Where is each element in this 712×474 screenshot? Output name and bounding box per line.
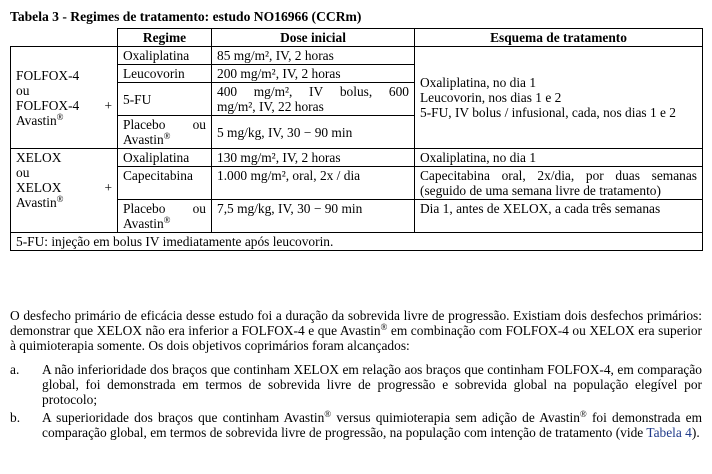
regime-cell: Capecitabina [118, 167, 212, 200]
list-marker: b. [10, 410, 21, 425]
arm-folfox-line: ou [16, 82, 30, 98]
dose-line: mg/m², IV, 22 horas [217, 99, 324, 114]
regime-cell: Oxaliplatina [118, 47, 212, 65]
dose-cell [212, 83, 415, 116]
header-blank-cell [11, 29, 118, 47]
list-item [10, 362, 702, 407]
table-footnote-row [11, 233, 703, 251]
table-header-row [11, 29, 703, 47]
arm-xelox-line: XELOX [16, 150, 62, 165]
body-paragraph: O desfecho primário de eficácia desse estudo foi a duração da sobrevida livre de progressão. Existiam dois desfechos primários: demonstrar que XELOX não era inferior a FOLFOX-4 e que Avastin® em combinação com FOLFOX-4 ou XELOX era superior à quimioterapia somente. Os dois objetivos coprimários foram alcançados: [10, 308, 702, 353]
header-regime: Regime [118, 29, 212, 47]
arm-xelox-line: Avastin® [16, 194, 64, 210]
regime-cell: 5-FU [118, 83, 212, 116]
esquema-cell: Dia 1, antes de XELOX, a cada três semanas [415, 200, 703, 233]
esquema-line: 5-FU, IV bolus / infusional, cada, nos dias 1 e 2 [420, 105, 677, 120]
dose-cell: 85 mg/m², IV, 2 horas [212, 47, 415, 65]
regime-cell: Oxaliplatina [118, 149, 212, 167]
esquema-line: Oxaliplatina, no dia 1 [420, 75, 537, 90]
dose-cell: 200 mg/m², IV, 2 horas [212, 65, 415, 83]
table-caption: Tabela 3 - Regimes de tratamento: estudo NO16966 (CCRm) [10, 9, 362, 24]
arm-xelox-line: XELOX + [16, 180, 112, 195]
header-dose: Dose inicial [212, 29, 415, 47]
table-row [11, 47, 703, 65]
dose-cell: 130 mg/m², IV, 2 horas [212, 149, 415, 167]
arm-xelox-line: ou [16, 165, 30, 180]
list-item-text: A não inferioridade dos braços que continham XELOX em relação aos braços que continham FOLFOX-4, em comparação global, foi demonstrada em termos de sobrevida livre de progressão e sobrevida global na população elegível por protocolo; [42, 362, 702, 407]
arm-folfox-line: FOLFOX-4 [16, 67, 80, 83]
regime-cell: Placebo ou Avastin® [118, 200, 212, 233]
list-marker: a. [10, 362, 20, 377]
list-item: b. A superioridade dos braços que continham Avastin® versus quimioterapia sem adição de Avastin® foi demonstrada em comparação global, em termos de sobrevida livre de progressão, na população com intenção de tratamento (vide Tabela 4). [10, 409, 702, 440]
dose-cell: 7,5 mg/kg, IV, 30 − 90 min [212, 200, 415, 233]
table-footnote: 5-FU: injeção em bolus IV imediatamente após leucovorin. [11, 233, 703, 251]
header-esquema: Esquema de tratamento [415, 29, 703, 47]
dose-cell: 1.000 mg/m², oral, 2x / dia [212, 167, 415, 200]
arm-folfox [11, 47, 118, 149]
table-row [11, 149, 703, 167]
dose-line: 400 mg/m², IV bolus, 600 [217, 84, 409, 99]
arm-xelox [11, 149, 118, 233]
dose-cell: 5 mg/kg, IV, 30 − 90 min [212, 116, 415, 149]
regime-cell: Placebo ou Avastin® [118, 116, 212, 149]
esquema-line: Leucovorin, nos dias 1 e 2 [420, 90, 562, 105]
esquema-folfox [415, 47, 703, 149]
treatment-regimes-table [10, 28, 703, 251]
esquema-cell: Capecitabina oral, 2x/dia, por duas semanas (seguido de uma semana livre de tratamento) [415, 167, 703, 200]
esquema-cell: Oxaliplatina, no dia 1 [415, 149, 703, 167]
arm-folfox-line: Avastin® [16, 111, 64, 128]
regime-cell: Leucovorin [118, 65, 212, 83]
arm-folfox-line: FOLFOX-4 + [16, 97, 112, 113]
tabela-4-link[interactable]: Tabela 4 [646, 425, 692, 440]
